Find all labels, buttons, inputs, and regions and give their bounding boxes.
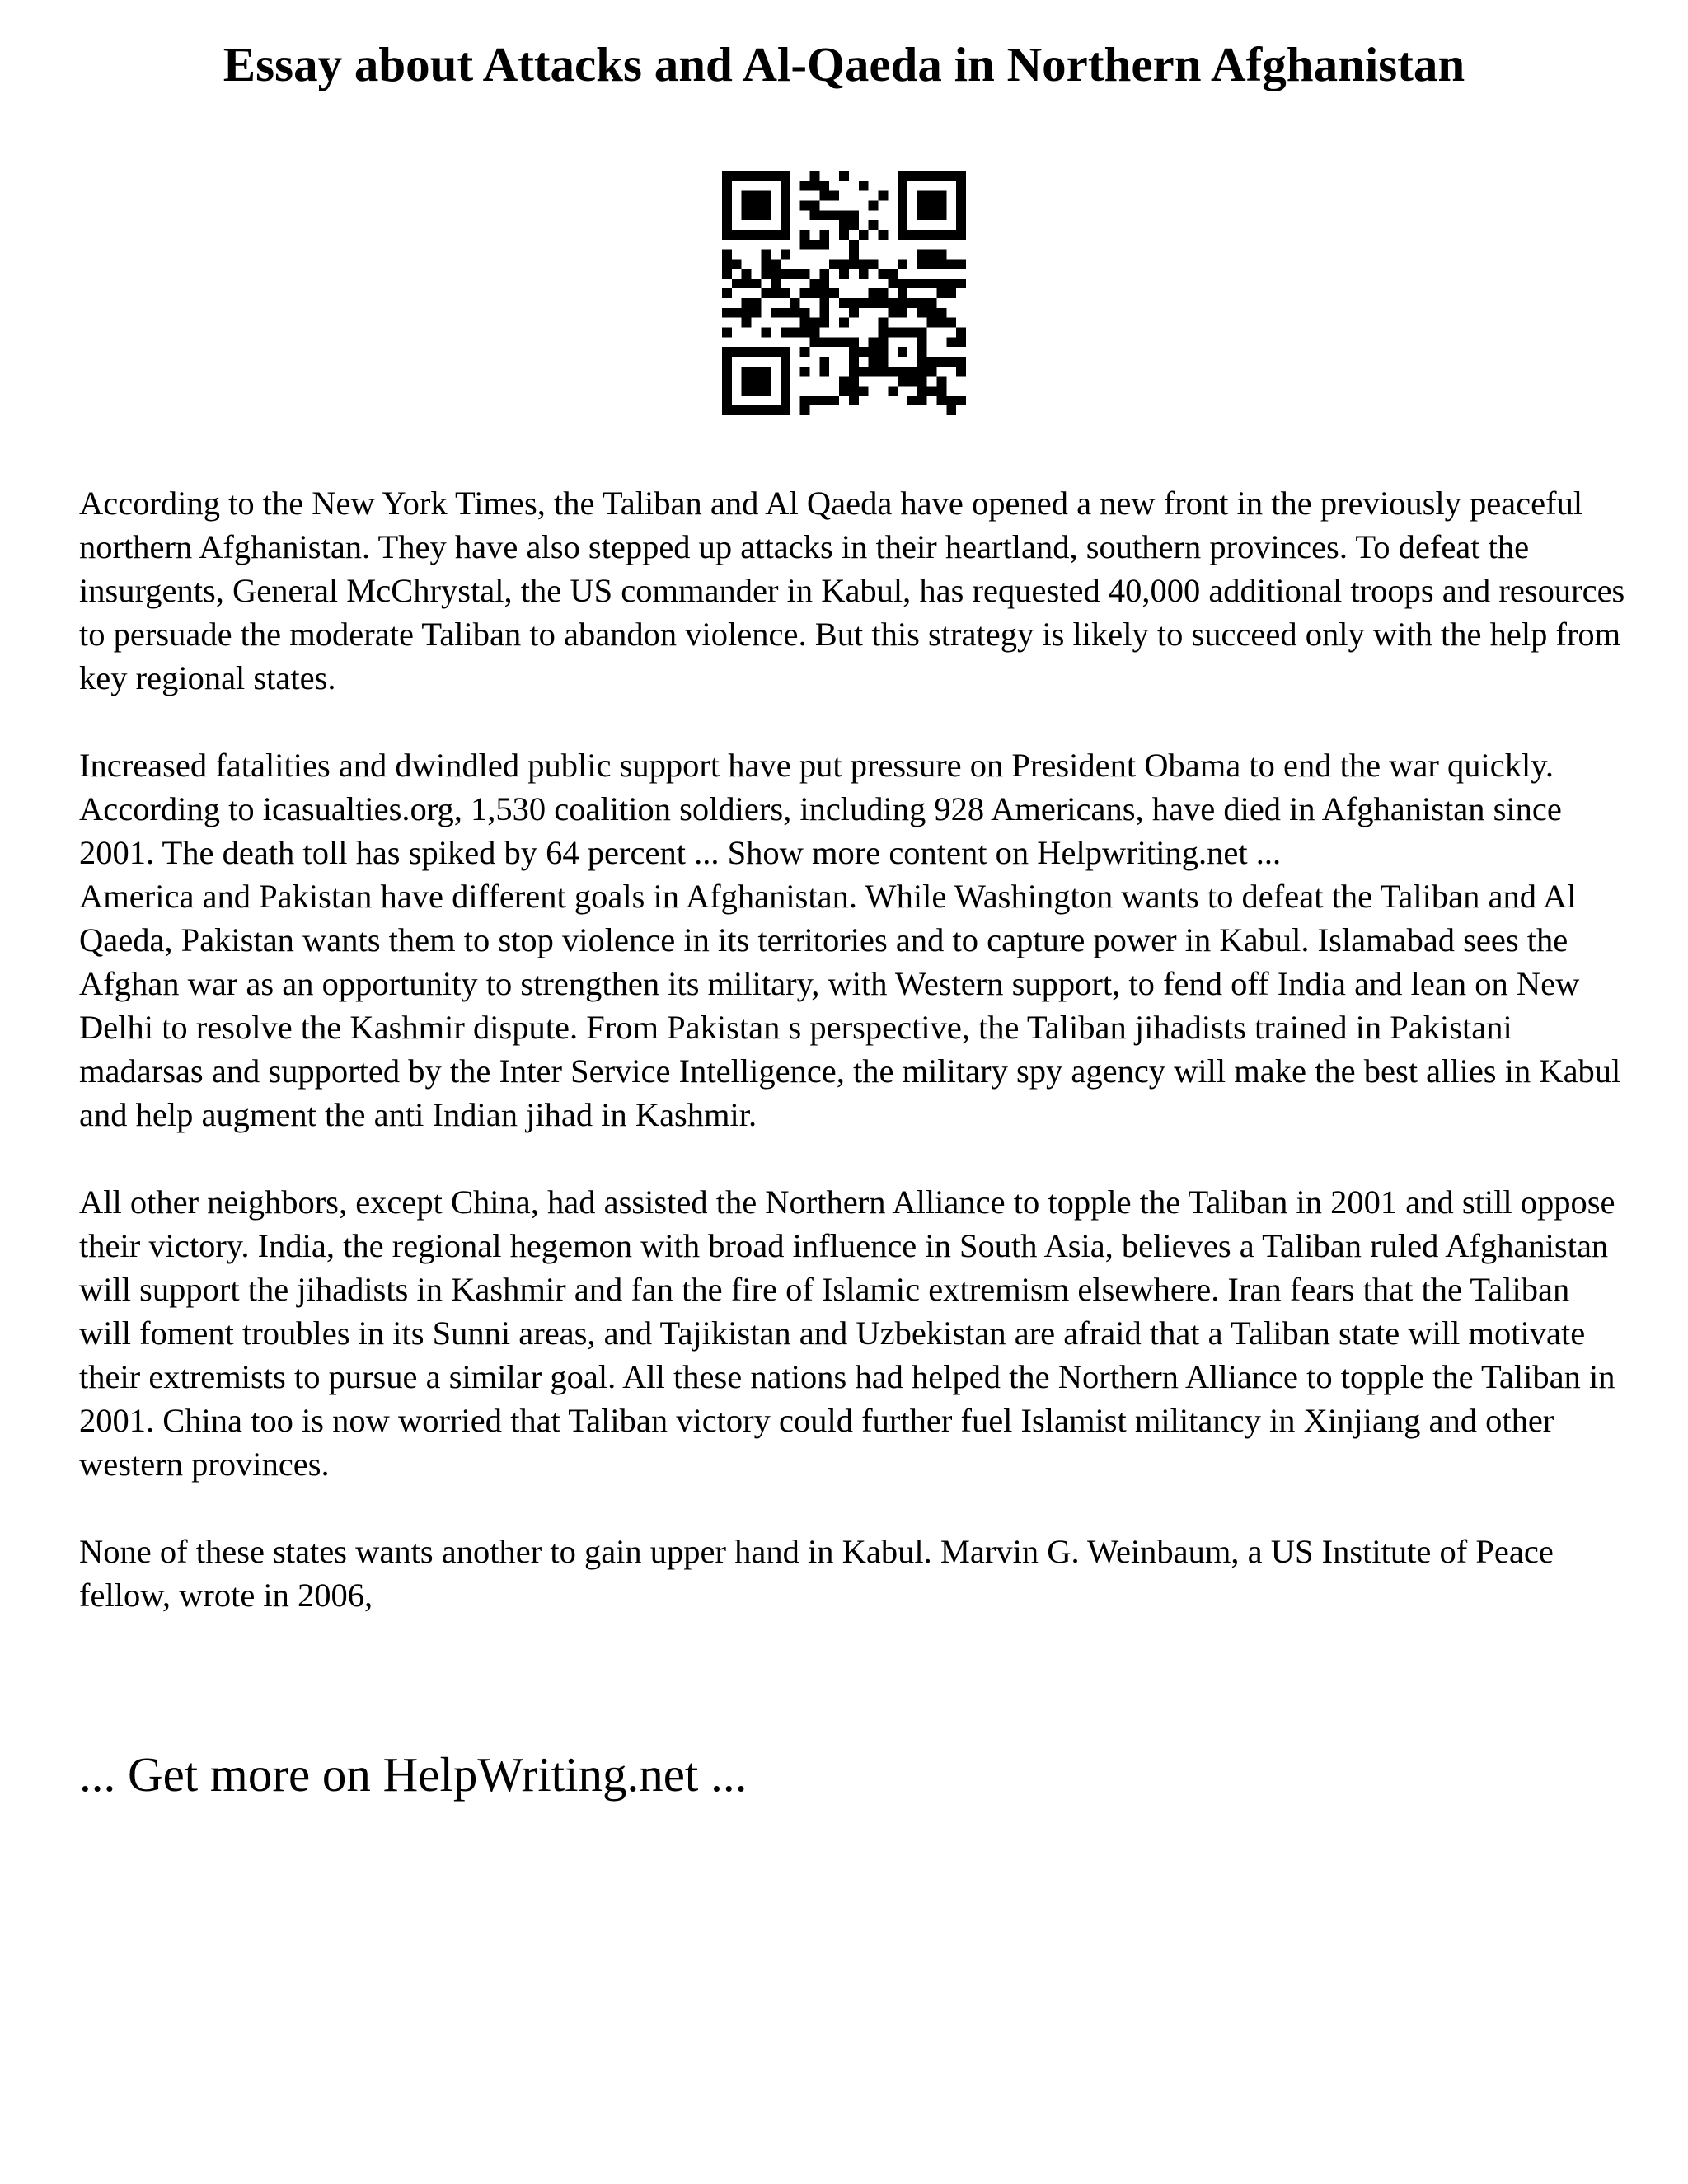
qr-code-icon <box>722 171 966 415</box>
paragraph: America and Pakistan have different goals in Afghanistan. While Washington wants to defeat the Taliban and Al Qaeda, Pakistan wants them to stop violence in its territories and to capture power in Kabul. Islamabad sees the Afghan war as an opportunity to strengthen its military, with Western support, to fend off India and lean on New Delhi to resolve the Kashmir dispute. From Pakistan s perspective, the Taliban jihadists trained in Pakistani madarsas and supported by the Inter Service Intelligence, the military spy agency will make the best allies in Kabul and help augment the anti Indian jihad in Kashmir. <box>79 878 1621 1133</box>
paragraph: Increased fatalities and dwindled public support have put pressure on President Obama to end the war quickly. According to icasualties.org, 1,530 coalition soldiers, including 928 Americans, have died in Afghanistan since 2001. The death toll has spiked by 64 percent ... Show more content on Helpwriting.net ... <box>79 747 1562 871</box>
get-more-link[interactable]: ... Get more on HelpWriting.net ... <box>79 1747 748 1802</box>
document-title: Essay about Attacks and Al-Qaeda in Northern Afghanistan <box>223 37 1465 91</box>
paragraph: All other neighbors, except China, had assisted the Northern Alliance to topple the Taliban in 2001 and still oppose their victory. India, the regional hegemon with broad influence in South Asia, believes a Taliban ruled Afghanistan will support the jihadists in Kashmir and fan the fire of Islamic extremism elsewhere. Iran fears that the Taliban will foment troubles in its Sunni areas, and Tajikistan and Uzbekistan are afraid that a Taliban state will motivate their extremists to pursue a similar goal. All these nations had helped the Northern Alliance to topple the Taliban in 2001. China too is now worried that Taliban victory could further fuel Islamist militancy in Xinjiang and other western provinces. <box>79 1183 1615 1483</box>
essay-body <box>79 481 1629 1617</box>
paragraph: None of these states wants another to gain upper hand in Kabul. Marvin G. Weinbaum, a US Institute of Peace fellow, wrote in 2006, <box>79 1533 1554 1614</box>
paragraph: According to the New York Times, the Taliban and Al Qaeda have opened a new front in the previously peaceful northern Afghanistan. They have also stepped up attacks in their heartland, southern provinces. To defeat the insurgents, General McChrystal, the US commander in Kabul, has requested 40,000 additional troops and resources to persuade the moderate Taliban to abandon violence. But this strategy is likely to succeed only with the help from key regional states. <box>79 485 1625 696</box>
